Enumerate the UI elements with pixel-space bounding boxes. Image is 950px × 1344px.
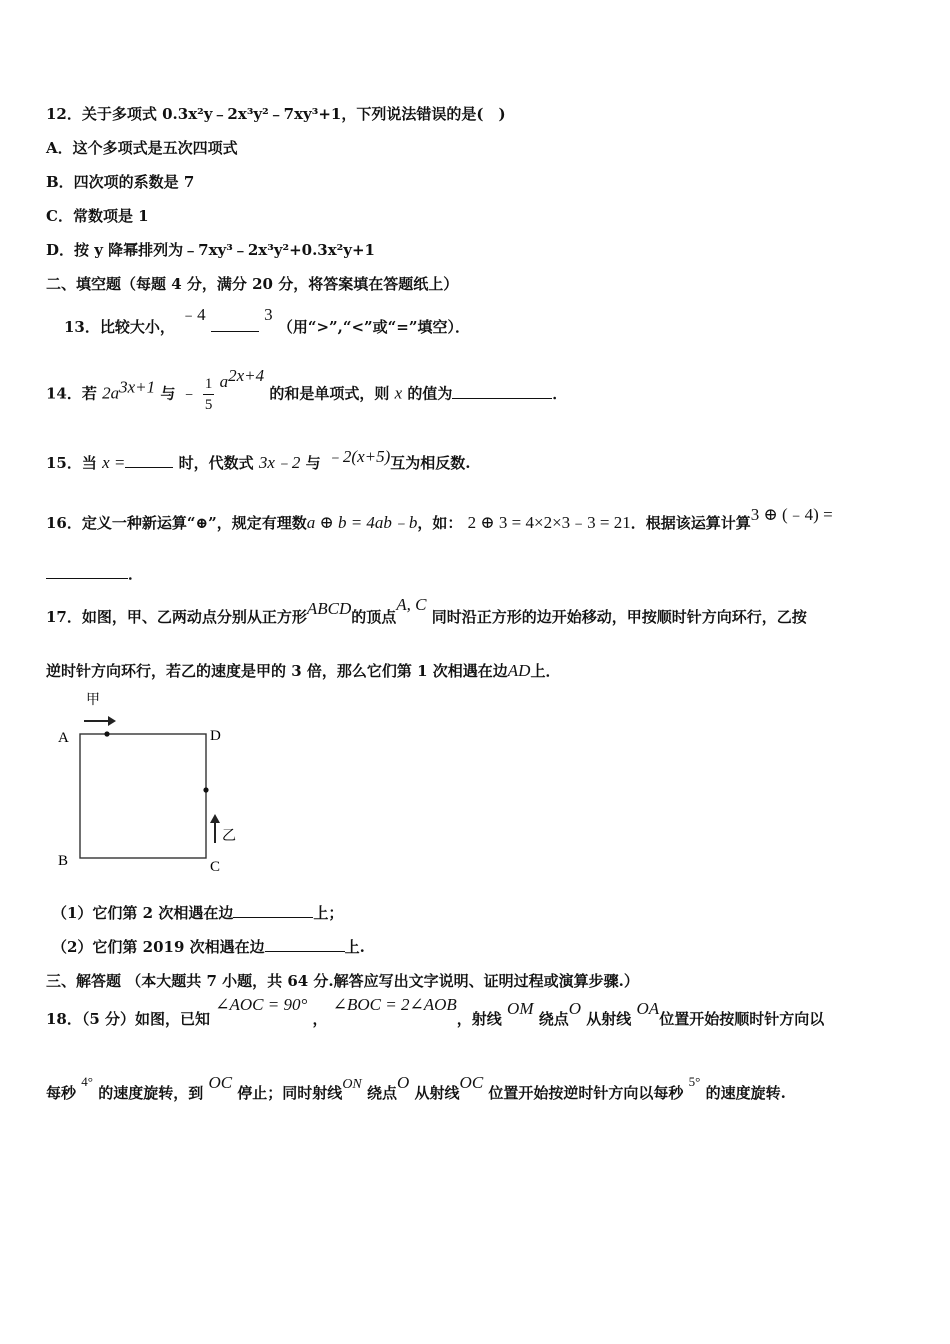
q14-var: x: [394, 383, 403, 403]
q13-instruction: （用“>”,“<”或“=”填空）．: [277, 318, 471, 336]
q16-text-b: ，如：: [417, 514, 463, 532]
q15-var: x =: [102, 453, 126, 472]
q17-text-c: 同时沿正方形的边开始移动，甲按顺时针方向环行，乙按: [431, 608, 807, 626]
q17-text-2b: 上．: [530, 662, 561, 680]
label-B: B: [58, 853, 69, 869]
q12-option-b: B．四次项的系数是 7: [46, 173, 195, 191]
q16-text: 16．定义一种新运算“⊕”，规定有理数: [46, 514, 307, 532]
q18-text-g: 的速度旋转，到: [98, 1084, 204, 1102]
q14-neg: ﹣: [180, 383, 198, 403]
q16: [46, 505, 833, 533]
q18-point-o-2: O: [397, 1073, 410, 1092]
q15-text: 15．当: [46, 454, 97, 472]
q18-angle-boc: ∠BOC = 2∠AOB: [332, 995, 457, 1014]
section-2-heading: 二、填空题（每题 4 分，满分 20 分，将答案填在答题纸上）: [46, 275, 459, 293]
q17-text-2a: 逆时针方向环行，若乙的速度是甲的 3 倍，那么它们第 1 次相遇在边: [46, 662, 508, 680]
q14-answer-blank[interactable]: [452, 384, 552, 399]
label-yi: 乙: [222, 828, 236, 844]
q17-text: 17．如图，甲、乙两动点分别从正方形: [46, 608, 307, 626]
q17-line-1: [46, 595, 807, 627]
q12-stem-text: 12．关于多项式: [46, 105, 163, 123]
q16-answer-blank[interactable]: [46, 564, 128, 579]
q15-text-c: 互为相反数.: [390, 454, 471, 472]
q12-option-c: C．常数项是 1: [46, 207, 149, 225]
square-ABCD: [80, 734, 206, 858]
arrow-yi-head: [210, 814, 220, 823]
q17-line-2: [46, 660, 560, 681]
section-3-heading: 三、解答题 （本大题共 7 小题，共 64 分.解答应写出文字说明、证明过程或演算步骤.）: [46, 972, 639, 990]
q18-text-l: 的速度旋转.: [705, 1084, 786, 1102]
q17-sub1-text: （1）它们第 2 次相遇在边: [52, 904, 234, 922]
q18-text-b: ，射线: [456, 1010, 502, 1028]
q13-left-value: ﹣4: [180, 305, 206, 324]
q18-text-e: 位置开始按顺时针方向以: [659, 1010, 825, 1028]
q13-answer-blank[interactable]: [211, 317, 259, 332]
q16-answer-line: [46, 563, 143, 584]
q13-right-value: 3: [264, 305, 273, 324]
q14: [46, 365, 568, 415]
q17-sub2-blank[interactable]: [265, 937, 345, 952]
q17-sub2-end: 上.: [344, 938, 365, 956]
q18-text-d: 从射线: [586, 1010, 632, 1028]
q18-point-o: O: [568, 999, 582, 1018]
q18-ray-on: ON: [342, 1077, 362, 1092]
q17-sub1-blank[interactable]: [233, 903, 313, 918]
q18-speed-4: 4°: [81, 1074, 93, 1089]
q14-text-b: 的和是单项式，则: [269, 384, 390, 403]
q14-fraction: [203, 374, 215, 415]
point-yi: [203, 787, 208, 792]
q18-line-1: [46, 995, 825, 1029]
q15-text-b: 时，代数式: [178, 454, 254, 472]
arrow-jia-head: [108, 716, 116, 726]
q18-ray-oc: OC: [208, 1073, 233, 1092]
q16-definition: a ⊕ b = 4ab﹣b: [306, 513, 418, 532]
q14-exp1: 3x+1: [119, 377, 156, 397]
q15-with: 与: [305, 454, 321, 472]
point-jia: [104, 731, 109, 736]
q14-base2: a: [219, 371, 229, 391]
q18-text-j: 从射线: [414, 1084, 460, 1102]
square-figure: [50, 688, 250, 878]
q14-frac-den: 5: [204, 397, 213, 413]
q12-option-d: D．按 y 降幂排列为﹣7xy³﹣2x³y²+0.3x²y+1: [46, 241, 375, 259]
q16-example: 2 ⊕ 3 = 4×2×3﹣3 = 21: [467, 513, 631, 532]
q17-edge: AD: [507, 661, 531, 680]
q14-with: 与: [160, 384, 176, 403]
label-jia: 甲: [86, 692, 100, 708]
q12-option-a: A．这个多项式是五次四项式: [46, 139, 238, 157]
q18-text-k: 位置开始按逆时针方向以每秒: [488, 1084, 684, 1102]
q18-line-2: [46, 1073, 786, 1103]
q16-end: ．: [128, 565, 144, 583]
q17-sub1-end: 上；: [313, 904, 344, 922]
q14-frac-num: 1: [203, 374, 215, 395]
q13: [64, 305, 471, 337]
q18-speed-5: 5°: [688, 1074, 701, 1089]
q18-text-h: 停止；同时射线: [237, 1084, 343, 1102]
label-A: A: [58, 730, 69, 746]
q17-sub2-text: （2）它们第 2019 次相遇在边: [52, 938, 265, 956]
q16-text-c: ．根据该运算计算: [630, 514, 751, 532]
label-C: C: [210, 859, 221, 875]
q18-angle-aoc: ∠AOC = 90°: [215, 995, 308, 1014]
q18-ray-oa: OA: [636, 999, 660, 1018]
q15: [46, 448, 470, 473]
q18-text-i: 绕点: [367, 1084, 398, 1102]
q15-answer-blank[interactable]: [125, 453, 173, 468]
q13-text: 13．比较大小，: [64, 318, 175, 336]
q18-text-c: 绕点: [538, 1010, 569, 1028]
q14-text-c: 的值为: [407, 384, 453, 403]
q14-term1: 2a: [102, 383, 120, 403]
q15-expr2: ﹣2(x+5): [325, 447, 391, 466]
label-D: D: [210, 728, 221, 744]
q17-text-b: 的顶点: [351, 608, 397, 626]
q17-sub-2: [52, 936, 365, 957]
q18-ray-om: OM: [507, 999, 534, 1018]
q18-text-f: 每秒: [46, 1084, 77, 1102]
q12-stem-tail: ，下列说法错误的是( ): [341, 105, 506, 123]
q18-ray-oc-2: OC: [459, 1073, 484, 1092]
q17-sub-1: [52, 902, 343, 923]
q17-points: A, C: [396, 595, 427, 614]
q16-calc: 3 ⊕ (﹣4) =: [750, 505, 833, 524]
q14-end: ．: [552, 384, 568, 403]
q17-square: ABCD: [306, 599, 352, 618]
q14-text: 14．若: [46, 384, 97, 403]
q18-text: 18．（5 分）如图，已知: [46, 1010, 211, 1028]
q18-comma: ，: [312, 1010, 328, 1028]
q12-stem: [46, 103, 506, 124]
q12-polynomial: 0.3x²y﹣2x³y²﹣7xy³+1: [162, 105, 342, 123]
q14-exp2: 2x+4: [228, 365, 265, 385]
q15-expr1: 3x﹣2: [258, 453, 301, 472]
